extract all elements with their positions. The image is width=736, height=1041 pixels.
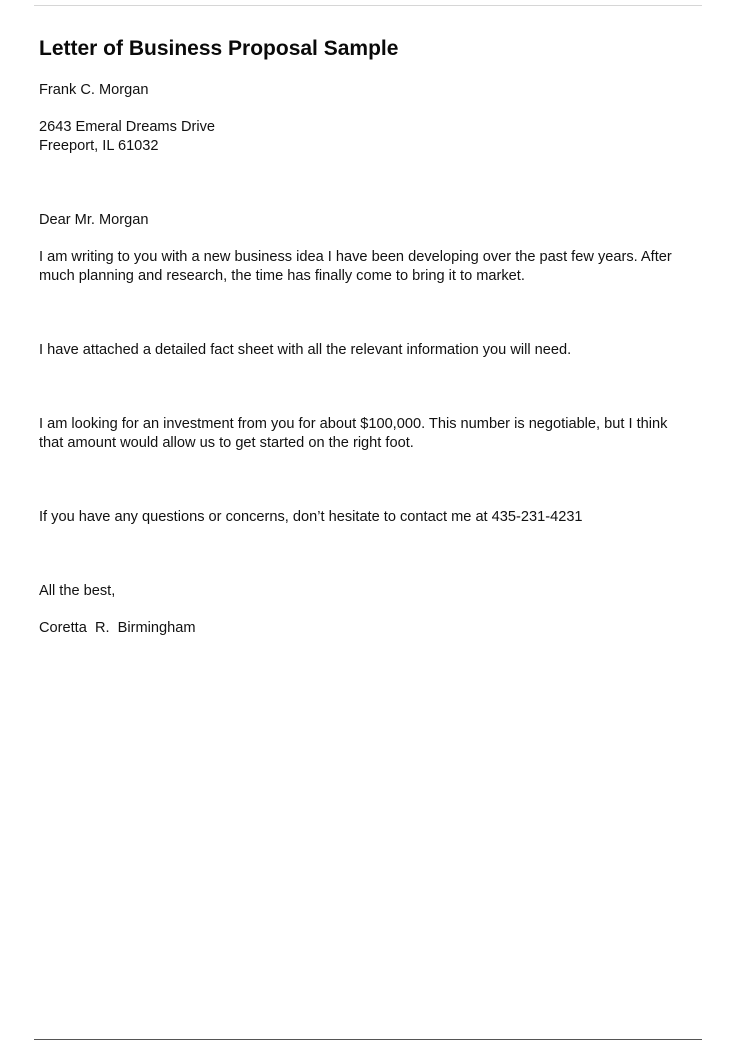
bottom-divider xyxy=(34,1039,702,1040)
recipient-address-line2: Freeport, IL 61032 xyxy=(39,138,159,154)
salutation: Dear Mr. Morgan xyxy=(39,212,149,228)
body-paragraph-3 xyxy=(39,415,694,453)
document-title: Letter of Business Proposal Sample xyxy=(39,37,399,60)
paragraph-line: that amount would allow us to get started on the right foot. xyxy=(39,435,414,451)
body-paragraph-2 xyxy=(39,341,694,360)
signature: Coretta R. Birmingham xyxy=(39,620,196,636)
paragraph-line: I have attached a detailed fact sheet with all the relevant information you will need. xyxy=(39,342,572,358)
recipient-address-line1: 2643 Emeral Dreams Drive xyxy=(39,119,215,135)
paragraph-line: I am looking for an investment from you for about $100,000. This number is negotiable, but I think xyxy=(39,416,668,432)
closing: All the best, xyxy=(39,583,116,599)
paragraph-line: If you have any questions or concerns, don’t hesitate to contact me at 435-231-4231 xyxy=(39,509,583,525)
body-paragraph-1 xyxy=(39,248,694,286)
top-divider xyxy=(34,5,702,6)
paragraph-line: much planning and research, the time has finally come to bring it to market. xyxy=(39,268,525,284)
body-paragraph-4 xyxy=(39,508,694,527)
recipient-name: Frank C. Morgan xyxy=(39,82,149,98)
paragraph-line: I am writing to you with a new business idea I have been developing over the past few years. After xyxy=(39,249,672,265)
